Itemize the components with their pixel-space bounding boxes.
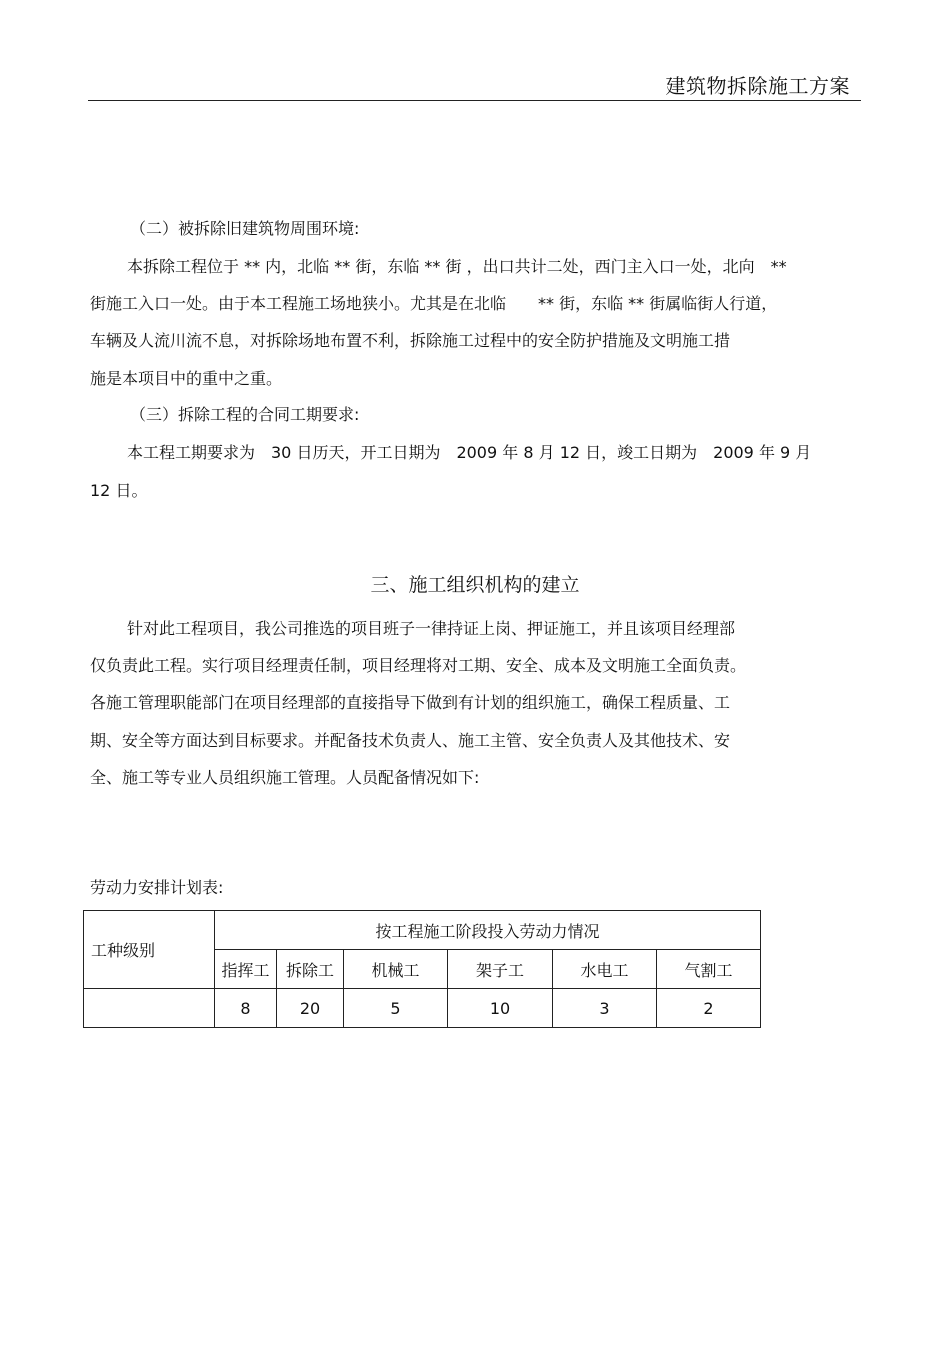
paragraph-line: 期、安全等方面达到目标要求。并配备技术负责人、施工主管、安全负责人及其他技术、安 xyxy=(90,731,731,750)
paragraph-line: 全、施工等专业人员组织施工管理。人员配备情况如下: xyxy=(90,768,480,787)
value-cell: 20 xyxy=(277,989,344,1028)
table-row xyxy=(84,989,761,1028)
column-header-cell: 水电工 xyxy=(553,950,657,989)
value-cell: 3 xyxy=(553,989,657,1028)
section-heading: 三、施工组织机构的建立 xyxy=(370,574,580,596)
paragraph-line: 施是本项目中的重中之重。 xyxy=(90,369,283,388)
value-cell: 8 xyxy=(215,989,277,1028)
labor-plan-table xyxy=(83,910,761,1028)
paragraph-line: 各施工管理职能部门在项目经理部的直接指导下做到有计划的组织施工，确保工程质量、工 xyxy=(90,693,731,712)
header-divider xyxy=(88,100,861,101)
table-row xyxy=(84,911,761,950)
value-cell: 5 xyxy=(344,989,448,1028)
column-header-cell: 机械工 xyxy=(344,950,448,989)
empty-cell xyxy=(84,989,215,1028)
paragraph-line: 仅负责此工程。实行项目经理责任制，项目经理将对工期、安全、成本及文明施工全面负责。 xyxy=(90,656,747,675)
column-header-cell: 气割工 xyxy=(657,950,761,989)
paragraph-line: 本工程工期要求为 30 日历天，开工日期为 2009 年 8 月 12 日，竣工日期为 2009 年 9 月 xyxy=(127,443,812,462)
table-caption: 劳动力安排计划表: xyxy=(90,878,224,897)
paragraph-line: 街施工入口一处。由于本工程施工场地狭小。尤其是在北临 ** 街，东临 ** 街属临街人行道， xyxy=(90,294,778,313)
paragraph-line: 针对此工程项目，我公司推选的项目班子一律持证上岗、押证施工，并且该项目经理部 xyxy=(127,619,736,638)
column-header-cell: 指挥工 xyxy=(215,950,277,989)
paragraph-line: 12 日。 xyxy=(90,481,148,500)
value-cell: 10 xyxy=(448,989,553,1028)
value-cell: 2 xyxy=(657,989,761,1028)
paragraph-line: 本拆除工程位于 ** 内，北临 ** 街，东临 ** 街 ，出口共计二处，西门主入口一处，北向 ** xyxy=(127,257,787,276)
contract-period-heading: （三）拆除工程的合同工期要求: xyxy=(130,405,360,424)
column-header-cell: 拆除工 xyxy=(277,950,344,989)
column-header-cell: 架子工 xyxy=(448,950,553,989)
group-header-cell: 按工程施工阶段投入劳动力情况 xyxy=(215,911,761,950)
paragraph-line: 车辆及人流川流不息，对拆除场地布置不利，拆除施工过程中的安全防护措施及文明施工措 xyxy=(90,331,731,350)
surroundings-heading: （二）被拆除旧建筑物周围环境: xyxy=(130,219,360,238)
document-title: 建筑物拆除施工方案 xyxy=(665,74,850,98)
row-header-cell: 工种级别 xyxy=(84,911,215,989)
